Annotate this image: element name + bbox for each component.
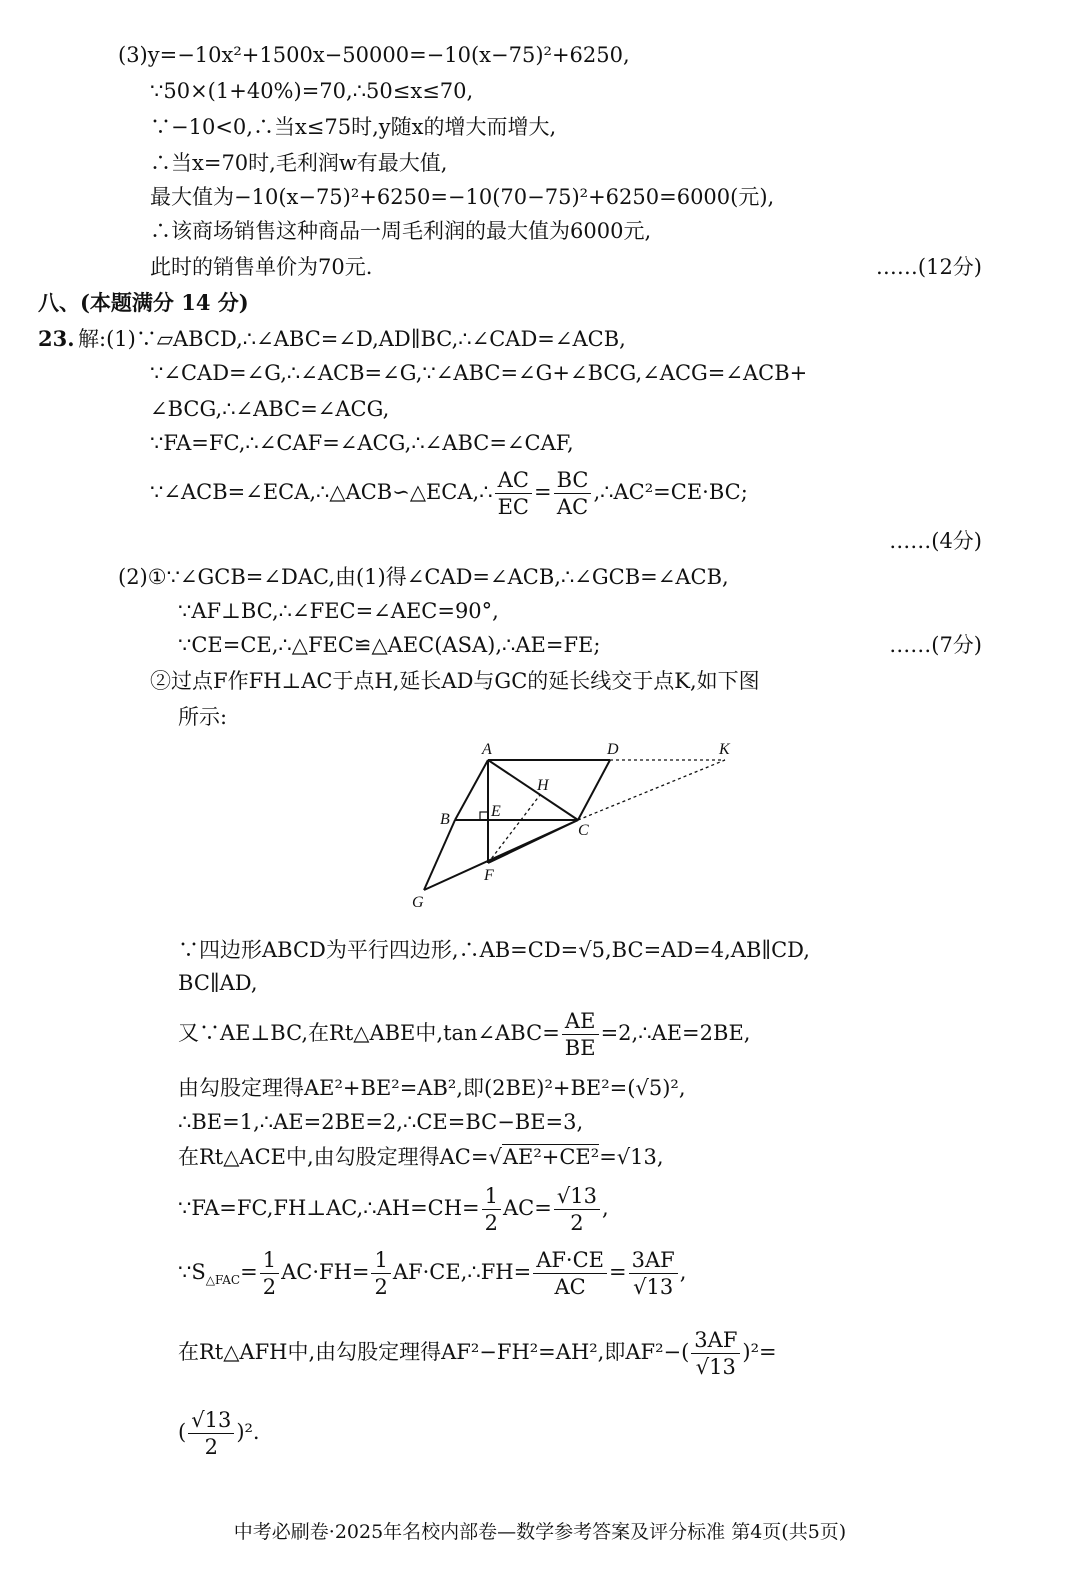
- sol-line-7-tail: ,: [601, 1196, 609, 1220]
- denominator: 2: [374, 1275, 388, 1299]
- sol-line-9: [178, 1322, 777, 1382]
- part3-line-4: ∴当x=70时,毛利润w有最大值,: [150, 151, 448, 175]
- label-h: H: [537, 777, 549, 794]
- numerator: 3AF: [691, 1327, 740, 1354]
- denominator: 2: [262, 1275, 277, 1299]
- label-b: B: [440, 811, 450, 828]
- fraction-sqrt13-2: [188, 1407, 234, 1460]
- radicand: AE²+CE²: [502, 1145, 600, 1169]
- numerator: √13: [188, 1407, 234, 1434]
- denominator: √13: [695, 1355, 736, 1379]
- sol-line-2: BC∥AD,: [178, 971, 258, 995]
- sol-line-10-tail: )².: [236, 1420, 260, 1444]
- label-e: E: [491, 803, 501, 820]
- label-a: A: [482, 741, 492, 758]
- fraction-bc-ac: [554, 467, 592, 520]
- page-footer: 中考必刷卷·2025年名校内部卷—数学参考答案及评分标准 第4页(共5页): [233, 1521, 847, 1543]
- open-paren: (: [178, 1420, 187, 1444]
- numerator: 1: [482, 1183, 501, 1210]
- question-23-number: 23.: [38, 326, 75, 351]
- sol-line-6-text: 在Rt△ACE中,由勾股定理得AC=√: [178, 1145, 502, 1169]
- sol-line-6-tail: =√13,: [599, 1145, 664, 1169]
- denominator: 2: [204, 1435, 218, 1459]
- segment-gc: [424, 820, 578, 890]
- sol-line-8-mid-2: AF·CE,∴FH=: [392, 1260, 532, 1284]
- score-7: ……(7分): [889, 633, 982, 657]
- sol-line-5: ∴BE=1,∴AE=2BE=2,∴CE=BC−BE=3,: [178, 1110, 584, 1134]
- part3-line-6: ∴该商场销售这种商品一周毛利润的最大值为6000元,: [150, 219, 652, 243]
- q23-line-5-tail: ,∴AC²=CE·BC;: [593, 480, 748, 504]
- q23-part2-line-3: ∵CE=CE,∴△FEC≌△AEC(ASA),∴AE=FE;: [178, 633, 601, 657]
- label-d: D: [607, 741, 619, 758]
- denominator: 2: [570, 1211, 584, 1235]
- fraction-half: [371, 1247, 390, 1300]
- section-8-title: 八、(本题满分 14 分): [38, 290, 249, 315]
- sol-line-10: [178, 1402, 260, 1462]
- numerator: √13: [554, 1183, 600, 1210]
- sol-line-7-text: ∵FA=FC,FH⊥AC,∴AH=CH=: [178, 1196, 480, 1220]
- numerator: AE: [562, 1008, 599, 1035]
- sol-line-3: [178, 1003, 750, 1063]
- fraction-3af-sqrt13: [629, 1247, 678, 1300]
- part3-line-3: ∵−10<0,∴当x≤75时,y随x的增大而增大,: [150, 115, 557, 139]
- q23-part2-line-1: (2)①∵∠GCB=∠DAC,由(1)得∠CAD=∠ACB,∴∠GCB=∠ACB,: [118, 565, 729, 589]
- q23-line-5-text: ∵∠ACB=∠ECA,∴△ACB∽△ECA,∴: [150, 480, 493, 504]
- sol-line-8: [178, 1242, 686, 1310]
- q23-part2-line-5: 所示:: [178, 705, 228, 729]
- part3-line-1: (3)y=−10x²+1500x−50000=−10(x−75)²+6250,: [118, 43, 630, 67]
- fraction-sqrt13-2: [554, 1183, 600, 1236]
- segment-ab: [455, 760, 488, 820]
- sol-line-8-s: ∵S: [178, 1260, 206, 1284]
- part3-line-5: 最大值为−10(x−75)²+6250=−10(70−75)²+6250=6000(元),: [150, 185, 775, 209]
- label-c: C: [578, 822, 589, 839]
- fraction-half: [260, 1247, 279, 1300]
- sol-line-3-text: 又∵AE⊥BC,在Rt△ABE中,tan∠ABC=: [178, 1021, 560, 1045]
- numerator: AF·CE: [533, 1247, 607, 1274]
- sol-line-9-tail: )²=: [742, 1340, 777, 1364]
- denominator: BE: [564, 1036, 596, 1060]
- q23-line-2: ∵∠CAD=∠G,∴∠ACB=∠G,∵∠ABC=∠G+∠BCG,∠ACG=∠ACB+: [150, 361, 808, 385]
- q23-line-5: [150, 462, 748, 522]
- denominator: √13: [633, 1275, 674, 1299]
- numerator: AC: [495, 467, 532, 494]
- sol-line-7: [178, 1178, 609, 1238]
- fraction-3af-sqrt13: [691, 1327, 740, 1380]
- label-f: F: [484, 867, 494, 884]
- label-k: K: [719, 741, 730, 758]
- numerator: 1: [371, 1247, 390, 1274]
- right-angle-mark: [480, 812, 488, 820]
- fraction-half: [482, 1183, 501, 1236]
- subscript-fac: △FAC: [205, 1273, 241, 1288]
- numerator: BC: [554, 467, 592, 494]
- part3-line-7: 此时的销售单价为70元.: [150, 255, 373, 279]
- segment-bg: [424, 820, 455, 890]
- fraction-ac-ec: [495, 467, 532, 520]
- denominator: 2: [484, 1211, 499, 1235]
- sol-line-6: [178, 1142, 664, 1172]
- fraction-af-ce-over-ac: [533, 1247, 607, 1300]
- label-g: G: [412, 894, 424, 911]
- segment-ac: [488, 760, 578, 820]
- score-12: ……(12分): [875, 255, 982, 279]
- q23-part2-line-2: ∵AF⊥BC,∴∠FEC=∠AEC=90°,: [178, 599, 499, 623]
- sol-line-7-mid: AC=: [503, 1196, 552, 1220]
- sol-line-8-tail: ,: [679, 1260, 687, 1284]
- equals: =: [240, 1260, 258, 1284]
- dashed-ck: [578, 760, 725, 820]
- segment-dc: [578, 760, 610, 820]
- denominator: AC: [556, 495, 589, 519]
- numerator: 1: [260, 1247, 279, 1274]
- denominator: EC: [497, 495, 529, 519]
- equals: =: [533, 480, 552, 504]
- numerator: 3AF: [629, 1247, 678, 1274]
- q23-part2-line-4: ②过点F作FH⊥AC于点H,延长AD与GC的延长线交于点K,如下图: [150, 669, 760, 693]
- geometry-diagram: [400, 735, 750, 925]
- q23-line-3: ∠BCG,∴∠ABC=∠ACG,: [150, 397, 390, 421]
- score-4: ……(4分): [889, 529, 982, 553]
- equals: =: [609, 1260, 627, 1284]
- denominator: AC: [554, 1275, 586, 1299]
- fraction-ae-be: [562, 1008, 599, 1061]
- sol-line-9-text: 在Rt△AFH中,由勾股定理得AF²−FH²=AH²,即AF²−(: [178, 1340, 690, 1364]
- sol-line-4: 由勾股定理得AE²+BE²=AB²,即(2BE)²+BE²=(√5)²,: [178, 1076, 686, 1100]
- part3-line-2: ∵50×(1+40%)=70,∴50≤x≤70,: [150, 79, 474, 103]
- q23-line-1: 解:(1)∵▱ABCD,∴∠ABC=∠D,AD∥BC,∴∠CAD=∠ACB,: [78, 327, 626, 351]
- sol-line-8-mid-1: AC·FH=: [281, 1260, 370, 1284]
- sol-line-3-tail: =2,∴AE=2BE,: [600, 1021, 751, 1045]
- q23-line-4: ∵FA=FC,∴∠CAF=∠ACG,∴∠ABC=∠CAF,: [150, 431, 574, 455]
- sol-line-1: ∵四边形ABCD为平行四边形,∴AB=CD=√5,BC=AD=4,AB∥CD,: [178, 938, 810, 962]
